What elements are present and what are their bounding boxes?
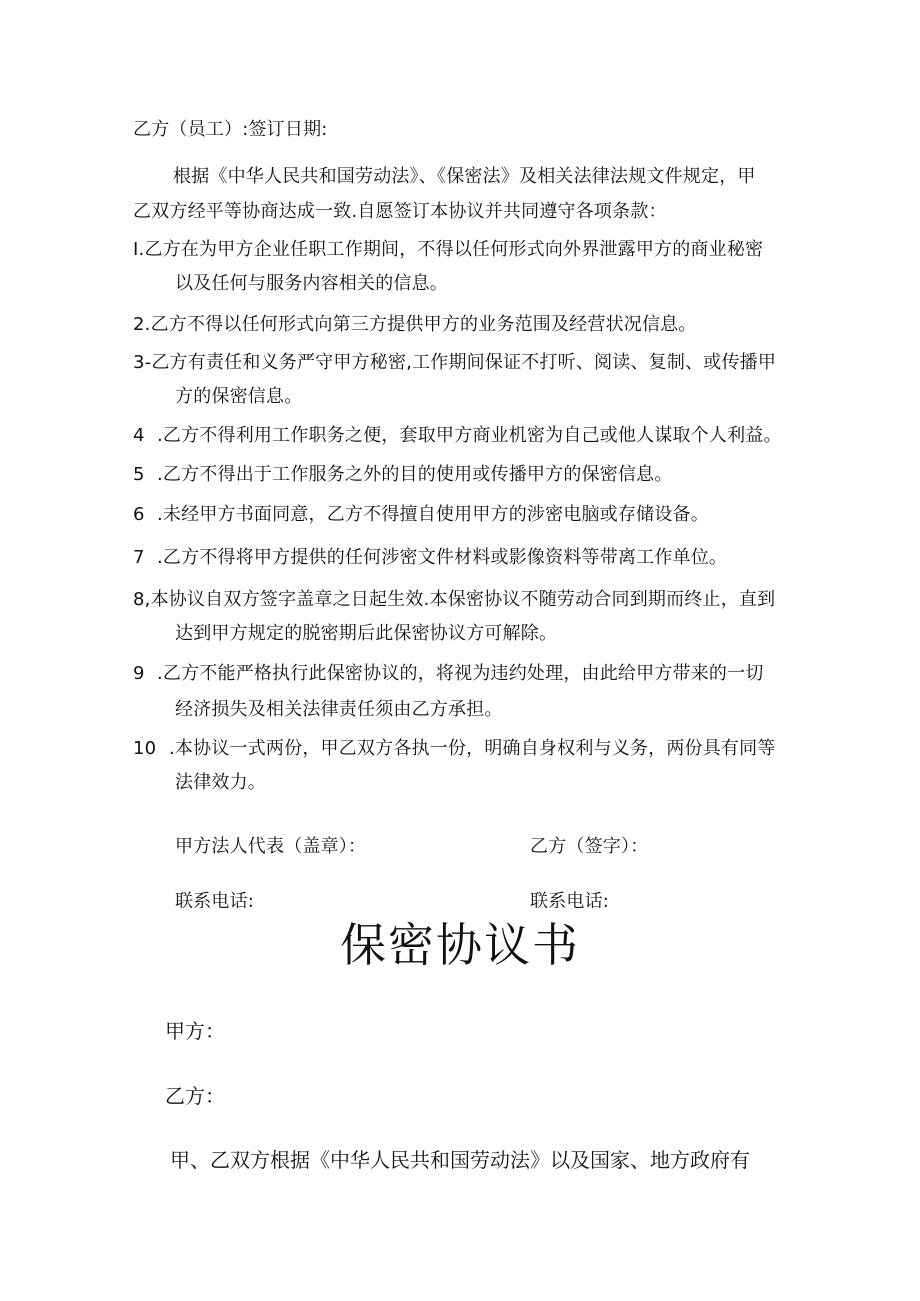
clause-number: 8, [133,589,151,610]
intro-line-2: 乙双方经平等协商达成一致.自愿签订本协议并共同遵守各项条款： [133,201,667,222]
clause-text: .本协议一式两份，甲乙双方各执一份，明确自身权利与义务，两份具有同等 [169,738,776,759]
document-title: 保密协议书 [340,918,580,972]
preamble-line: 甲、乙双方根据《中华人民共和国劳动法》以及国家、地方政府有 [170,1148,750,1172]
clause-text: 乙方不得以任何形式向第三方提供甲方的业务范围及经营状况信息。 [150,314,697,335]
clause-number: 3- [133,352,152,373]
clause-10 [133,737,776,761]
clause-8-continued: 达到甲方规定的脱密期后此保密协议方可解除。 [175,623,558,644]
party-a-line: 甲方： [165,1019,225,1043]
intro-line-1: 根据《中华人民共和国劳动法》、《保密法》及相关法律法规文件规定，甲 [173,166,756,187]
clause-text: .乙方不得出于工作服务之外的目的使用或传播甲方的保密信息。 [157,464,673,485]
clause-text: .未经甲方书面同意，乙方不得擅自使用甲方的涉密电脑或存储设备。 [157,504,709,525]
party-b-line: 乙方： [165,1084,225,1108]
clause-2 [133,313,697,337]
clause-number: I. [133,239,145,260]
clause-text: 本协议自双方签字盖章之日起生效.本保密协议不随劳动合同到期而终止，直到 [150,589,776,610]
clause-3 [133,351,776,375]
clause-text: .乙方不得利用工作职务之便，套取甲方商业机密为自己或他人谋取个人利益。 [157,425,782,446]
clause-number: 2. [133,314,151,335]
clause-1-continued: 以及任何与服务内容相关的信息。 [175,273,448,294]
clause-number: 9 [133,663,145,684]
party-a-phone-label: 联系电话: [175,891,255,908]
clause-number: 10 [133,738,157,759]
clause-number: 6 [133,504,145,525]
clause-9 [133,662,764,686]
clause-3-continued: 方的保密信息。 [175,386,303,407]
clause-text: 乙方有责任和义务严守甲方秘密,工作期间保证不打听、阅读、复制、或传播甲 [151,352,777,373]
clause-text: .乙方不得将甲方提供的任何涉密文件材料或影像资料等带离工作单位。 [157,547,728,568]
party-b-phone-label: 联系电话: [530,891,610,908]
clause-5 [133,463,673,487]
signing-date-line: 乙方（员工）:签订日期: [133,119,328,140]
clause-number: 4 [133,425,145,446]
clause-10-continued: 法律效力。 [175,772,266,793]
clause-number: 7 [133,547,145,568]
clause-8 [133,588,775,612]
party-b-signature-label: 乙方（签字）： [530,836,649,857]
clause-4 [133,424,782,448]
clause-9-continued: 经济损失及相关法律责任须由乙方承担。 [175,699,503,720]
page-break-cut [0,888,920,908]
party-a-signature-label: 甲方法人代表（盖章）： [175,836,367,857]
clause-6 [133,503,709,527]
clause-number: 5 [133,464,145,485]
clause-7 [133,546,727,570]
clause-text: 乙方在为甲方企业任职工作期间，不得以任何形式向外界泄露甲方的商业秘密 [144,239,764,260]
clause-1 [133,238,763,262]
clause-text: .乙方不能严格执行此保密协议的，将视为违约处理，由此给甲方带来的一切 [157,663,764,684]
